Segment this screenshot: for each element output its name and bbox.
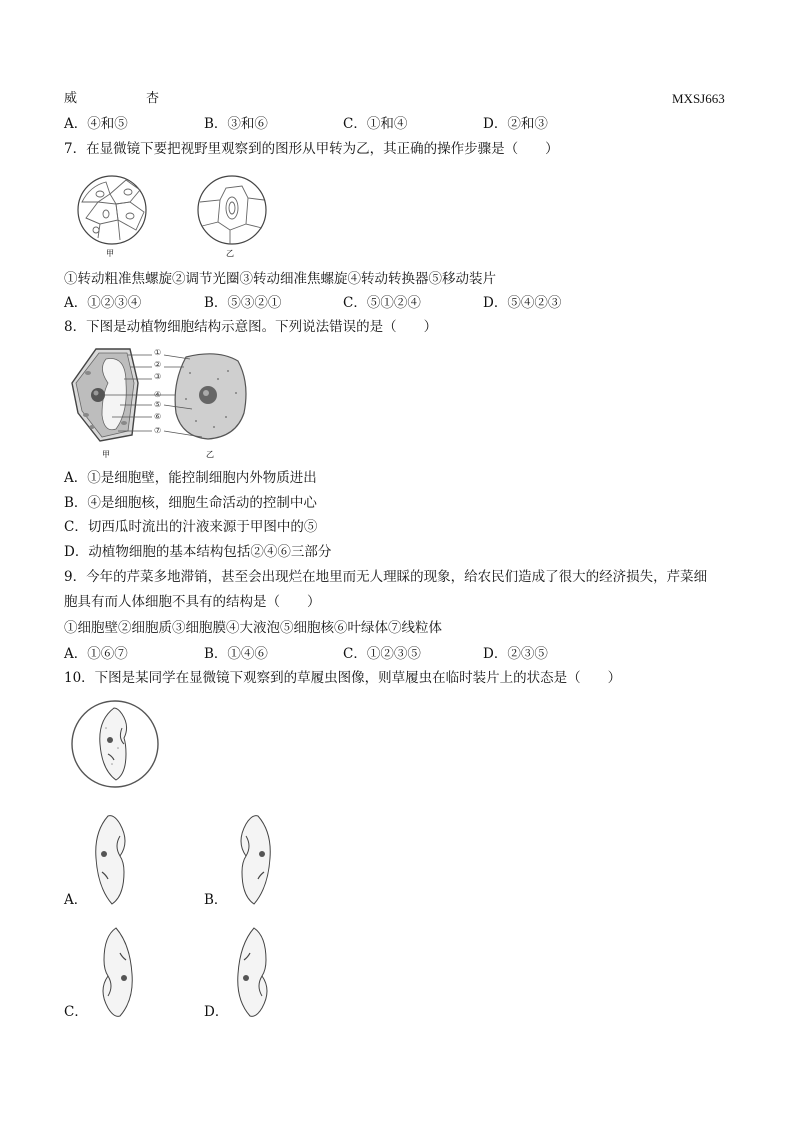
q8-option-a: A．①是细胞壁，能控制细胞内外物质进出 xyxy=(64,470,317,486)
q10-figure-b xyxy=(232,812,276,908)
q10-option-d: D． xyxy=(204,1004,229,1020)
q8-label-yi: 乙 xyxy=(206,450,214,459)
header-char-2: 杏 xyxy=(146,91,160,106)
q10-figure-a xyxy=(90,812,134,908)
q8-marker-7: ⑦ xyxy=(154,426,162,435)
q9-option-a: A．①⑥⑦ xyxy=(64,646,128,662)
q8-option-b: B．④是细胞核，细胞生命活动的控制中心 xyxy=(64,495,317,511)
q7-label-jia: 甲 xyxy=(106,249,114,258)
q7-option-c: C．⑤①②④ xyxy=(343,295,421,311)
q9-items: ①细胞壁②细胞质③细胞膜④大液泡⑤细胞核⑥叶绿体⑦线粒体 xyxy=(64,620,442,636)
q9-stem-line-1: 9．今年的芹菜多地滞销，甚至会出现烂在地里而无人理睬的现象，给农民们造成了很大的经济损失，芹菜细 xyxy=(64,569,708,585)
q8-marker-4: ④ xyxy=(154,390,162,399)
q10-option-b: B． xyxy=(204,892,228,908)
q7-option-a: A．①②③④ xyxy=(64,295,142,311)
q6-option-b: B．③和⑥ xyxy=(204,116,268,132)
q10-figure-d xyxy=(232,924,276,1020)
q7-option-d: D．⑤④②③ xyxy=(483,295,562,311)
q7-steps: ①转动粗准焦螺旋②调节光圈③转动细准焦螺旋④转动转换器⑤移动装片 xyxy=(64,271,496,287)
q8-marker-1: ① xyxy=(154,348,162,357)
q9-option-b: B．①④⑥ xyxy=(204,646,268,662)
q8-stem: 8．下图是动植物细胞结构示意图。下列说法错误的是（ ） xyxy=(64,319,438,335)
q7-figure-yi xyxy=(190,172,280,260)
header-char-1: 威 xyxy=(64,91,78,106)
q10-option-a: A． xyxy=(64,892,88,908)
q6-option-a: A．④和⑤ xyxy=(64,116,128,132)
header-code: MXSJ663 xyxy=(672,91,725,106)
q8-marker-6: ⑥ xyxy=(154,412,162,421)
q7-option-b: B．⑤③②① xyxy=(204,295,282,311)
q8-marker-3: ③ xyxy=(154,372,162,381)
q7-stem: 7．在显微镜下要把视野里观察到的图形从甲转为乙，其正确的操作步骤是（ ） xyxy=(64,141,559,157)
q10-figure-c xyxy=(94,924,138,1020)
q10-option-c: C． xyxy=(64,1004,88,1020)
q7-figure-jia xyxy=(70,172,160,260)
q9-option-d: D．②③⑤ xyxy=(483,646,548,662)
q9-option-c: C．①②③⑤ xyxy=(343,646,421,662)
q8-label-jia: 甲 xyxy=(102,450,110,459)
q9-stem-line-2: 胞具有而人体细胞不具有的结构是（ ） xyxy=(64,594,321,610)
q10-stem: 10．下图是某同学在显微镜下观察到的草履虫图像，则草履虫在临时装片上的状态是（ ） xyxy=(64,670,622,686)
q8-option-c: C．切西瓜时流出的汁液来源于甲图中的⑤ xyxy=(64,519,318,535)
q8-marker-5: ⑤ xyxy=(154,400,162,409)
q7-label-yi: 乙 xyxy=(226,249,234,258)
q8-cell-diagram xyxy=(68,343,258,463)
q8-option-d: D．动植物细胞的基本结构包括②④⑥三部分 xyxy=(64,544,332,560)
q8-marker-2: ② xyxy=(154,360,162,369)
q6-option-c: C．①和④ xyxy=(343,116,408,132)
q6-option-d: D．②和③ xyxy=(483,116,548,132)
q10-microscope-view xyxy=(68,698,164,794)
